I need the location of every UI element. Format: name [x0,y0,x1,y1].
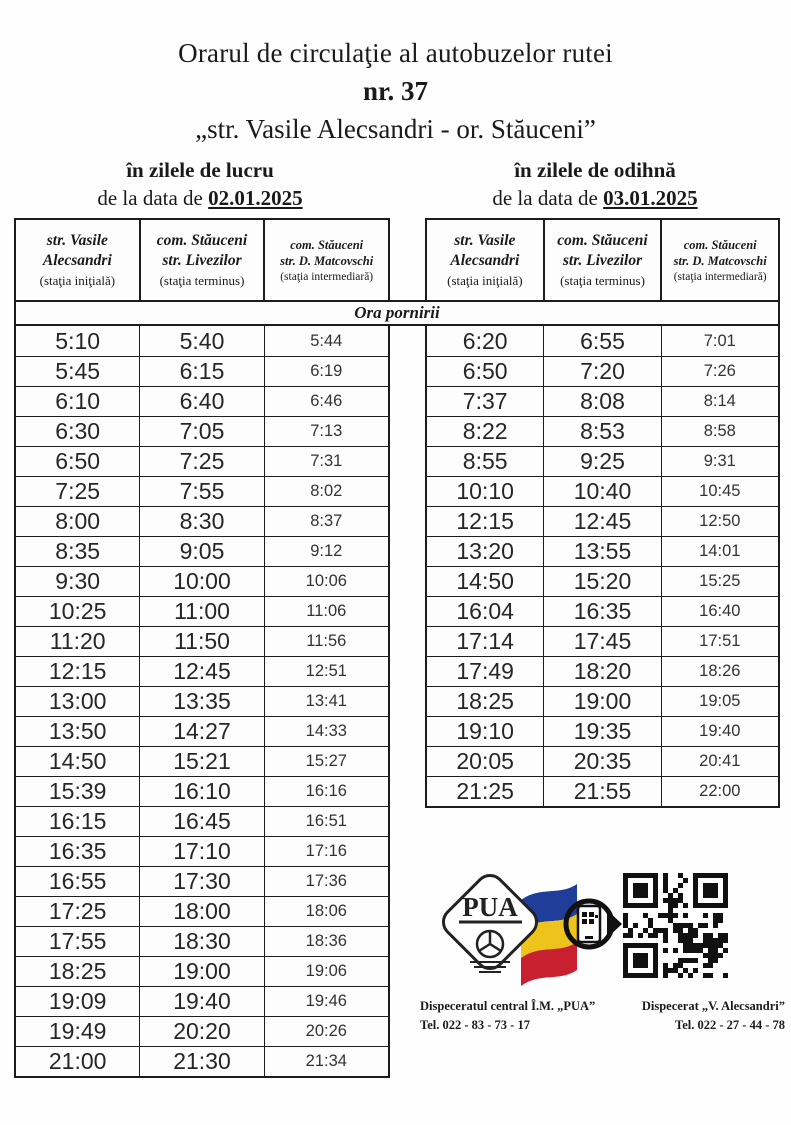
time-cell: 9:05 [139,537,263,566]
table-row [16,506,388,536]
weekend-label: în zilele de odihnă [514,158,676,182]
time-cell: 18:26 [661,657,778,686]
table-row [427,446,778,476]
time-cell: 15:25 [661,567,778,596]
time-cell: 22:00 [661,777,778,806]
time-cell: 5:40 [139,326,263,356]
time-cell: 17:51 [661,627,778,656]
qr-code [623,873,728,978]
time-cell: 6:46 [264,387,388,416]
time-cell: 5:45 [55,358,101,384]
route-number: nr. 37 [362,76,429,106]
time-cell: 12:51 [264,657,388,686]
dispatcher-central-name: Dispeceratul central Î.M. „PUA” [420,999,596,1013]
time-cell: 7:26 [661,357,778,386]
table-row [16,926,388,956]
table-row [16,356,388,386]
time-cell: 6:10 [55,388,101,414]
time-cell: 19:05 [661,687,778,716]
weekend-date-line [425,186,765,211]
time-cell: 10:00 [139,567,263,596]
table-row [16,386,388,416]
column-header-intermediate-stop: com. Stăuceni str. D. Matcovschi (staţia intermediară) [263,220,388,300]
table-row [16,686,388,716]
time-cell: 20:35 [543,747,660,776]
table-row [16,986,388,1016]
table-row [427,536,778,566]
workdays-date: 02.01.2025 [208,186,303,210]
table-row [16,596,388,626]
time-cell: 12:45 [543,507,660,536]
time-cell: 19:10 [456,718,514,744]
dispatcher-alecsandri-phone: Tel. 022 - 27 - 44 - 78 [675,1018,785,1033]
time-cell: 14:33 [264,717,388,746]
time-cell: 7:20 [543,357,660,386]
weekend-table-body [425,326,780,808]
table-row [16,896,388,926]
time-cell: 17:10 [139,837,263,866]
time-cell: 18:06 [264,897,388,926]
time-cell: 21:34 [264,1047,388,1076]
table-row [16,626,388,656]
table-row [16,1016,388,1046]
time-cell: 16:55 [48,868,107,894]
table-row [427,386,778,416]
time-cell: 9:30 [55,568,101,594]
table-row [16,566,388,596]
time-cell: 18:30 [139,927,263,956]
time-cell: 8:14 [661,387,778,416]
page-title [0,38,791,145]
time-cell: 13:55 [543,537,660,566]
time-cell: 7:37 [462,388,508,414]
time-cell: 16:45 [139,807,263,836]
table-row [16,1046,388,1076]
time-cell: 19:06 [264,957,388,986]
column-header-terminus-stop: com. Stăuceni str. Livezilor (staţia terminus) [543,220,661,300]
workdays-date-line [30,186,370,211]
workdays-table-header [14,218,390,300]
time-cell: 19:09 [48,988,107,1014]
time-cell: 6:50 [55,448,101,474]
table-row [427,746,778,776]
weekend-date: 03.01.2025 [603,186,698,210]
time-cell: 14:27 [139,717,263,746]
table-row [427,656,778,686]
time-cell: 17:45 [543,627,660,656]
time-cell: 12:50 [661,507,778,536]
time-cell: 7:31 [264,447,388,476]
time-cell: 17:14 [456,628,514,654]
time-cell: 5:10 [55,327,101,354]
time-cell: 14:01 [661,537,778,566]
table-row [16,476,388,506]
time-cell: 17:49 [456,658,514,684]
time-cell: 12:45 [139,657,263,686]
table-row [16,776,388,806]
time-cell: 20:41 [661,747,778,776]
column-header-intermediate-stop: com. Stăuceni str. D. Matcovschi (staţia intermediară) [660,220,778,300]
time-cell: 11:50 [139,627,263,656]
time-cell: 8:58 [661,417,778,446]
time-cell: 21:25 [456,778,514,804]
time-cell: 13:41 [264,687,388,716]
time-cell: 10:25 [48,598,107,624]
time-cell: 5:44 [264,326,388,356]
time-cell: 13:50 [48,718,107,744]
table-row [16,866,388,896]
time-cell: 17:16 [264,837,388,866]
dispatcher-alecsandri-name: Dispecerat „V. Alecsandri” [641,999,785,1013]
time-cell: 11:00 [139,597,263,626]
time-cell: 9:25 [543,447,660,476]
time-cell: 10:10 [456,478,514,504]
time-cell: 21:55 [543,777,660,806]
departure-time-banner: Ora pornirii [14,300,780,326]
table-row [427,686,778,716]
weekend-date-prefix: de la data de [492,186,604,210]
header-row [14,218,780,300]
footer-logos [425,858,745,992]
time-cell: 7:25 [139,447,263,476]
table-row [16,536,388,566]
time-cell: 19:00 [543,687,660,716]
dispatcher-central-info [420,997,595,1036]
table-row [16,416,388,446]
workdays-subtitle [30,158,370,211]
table-row [427,356,778,386]
title-line1: Orarul de circulaţie al autobuzelor rutei [178,38,613,68]
time-cell: 20:05 [456,748,514,774]
time-cell: 7:01 [661,326,778,356]
time-cell: 7:05 [139,417,263,446]
time-cell: 15:39 [48,778,107,804]
time-cell: 15:21 [139,747,263,776]
time-cell: 16:04 [456,598,514,624]
time-cell: 8:22 [462,418,508,444]
column-header-initial-stop: str. Vasile Alecsandri (staţia iniţială) [39,231,116,289]
time-cell: 7:13 [264,417,388,446]
time-cell: 21:30 [139,1047,263,1076]
time-cell: 18:20 [543,657,660,686]
time-cell: 9:12 [264,537,388,566]
table-row [427,506,778,536]
time-cell: 19:00 [139,957,263,986]
table-row [16,446,388,476]
time-cell: 15:20 [543,567,660,596]
time-cell: 19:46 [264,987,388,1016]
time-cell: 8:08 [543,387,660,416]
time-cell: 18:00 [139,897,263,926]
route-name: „str. Vasile Alecsandri - or. Stăuceni” [195,114,596,144]
table-row [427,626,778,656]
time-cell: 11:06 [264,597,388,626]
time-cell: 16:35 [48,838,107,864]
table-row [16,836,388,866]
time-cell: 10:06 [264,567,388,596]
time-cell: 11:20 [49,628,106,654]
table-row [427,326,778,356]
time-cell: 6:40 [139,387,263,416]
time-cell: 20:26 [264,1017,388,1046]
time-cell: 8:30 [139,507,263,536]
time-cell: 8:00 [55,508,101,534]
workdays-label: în zilele de lucru [126,158,274,182]
time-cell: 6:30 [55,418,101,444]
time-cell: 15:27 [264,747,388,776]
table-row [427,716,778,746]
time-cell: 8:55 [462,448,508,474]
time-cell: 16:40 [661,597,778,626]
time-cell: 12:15 [456,508,514,534]
table-row [16,956,388,986]
table-row [16,746,388,776]
time-cell: 6:15 [139,357,263,386]
workdays-date-prefix: de la data de [97,186,209,210]
time-cell: 16:15 [48,808,107,834]
time-cell: 13:35 [139,687,263,716]
table-row [427,596,778,626]
time-cell: 13:20 [456,538,514,564]
time-cell: 16:51 [264,807,388,836]
time-cell: 16:35 [543,597,660,626]
time-cell: 6:50 [462,358,508,384]
time-cell: 6:19 [264,357,388,386]
table-row [427,476,778,506]
time-cell: 8:02 [264,477,388,506]
time-cell: 10:45 [661,477,778,506]
table-row [16,806,388,836]
column-header-terminus-stop: com. Stăuceni str. Livezilor (staţia terminus) [139,220,264,300]
time-cell: 16:16 [264,777,388,806]
time-cell: 7:25 [55,478,101,504]
weekend-subtitle [425,158,765,211]
time-cell: 17:30 [139,867,263,896]
table-row [16,326,388,356]
weekend-table-header [425,218,780,300]
time-cell: 10:40 [543,477,660,506]
time-cell: 17:25 [48,898,107,924]
table-row [427,776,778,806]
time-cell: 16:10 [139,777,263,806]
time-cell: 19:40 [661,717,778,746]
time-cell: 19:40 [139,987,263,1016]
svg-text:PUA: PUA [462,892,518,922]
table-row [16,656,388,686]
time-cell: 7:55 [139,477,263,506]
time-cell: 19:35 [543,717,660,746]
time-cell: 20:20 [139,1017,263,1046]
time-cell: 11:56 [264,627,388,656]
time-cell: 19:49 [48,1018,107,1044]
workdays-table-body [14,326,390,1078]
time-cell: 18:25 [456,688,514,714]
time-cell: 13:00 [48,688,107,714]
column-header-initial-stop: str. Vasile Alecsandri (staţia iniţială) [447,231,523,289]
time-cell: 17:55 [48,928,107,954]
dispatcher-alecsandri-info [588,997,785,1036]
table-row [427,566,778,596]
time-cell: 14:50 [48,748,107,774]
time-cell: 6:20 [462,327,508,354]
time-cell: 12:15 [48,658,107,684]
time-cell: 14:50 [456,568,514,594]
time-cell: 18:25 [48,958,107,984]
time-cell: 18:36 [264,927,388,956]
table-row [427,416,778,446]
time-cell: 6:55 [543,326,660,356]
table-row [16,716,388,746]
time-cell: 17:36 [264,867,388,896]
time-cell: 8:37 [264,507,388,536]
time-cell: 8:53 [543,417,660,446]
time-cell: 8:35 [55,538,101,564]
time-cell: 21:00 [48,1048,107,1074]
time-cell: 9:31 [661,447,778,476]
dispatcher-central-phone: Tel. 022 - 83 - 73 - 17 [420,1018,530,1033]
